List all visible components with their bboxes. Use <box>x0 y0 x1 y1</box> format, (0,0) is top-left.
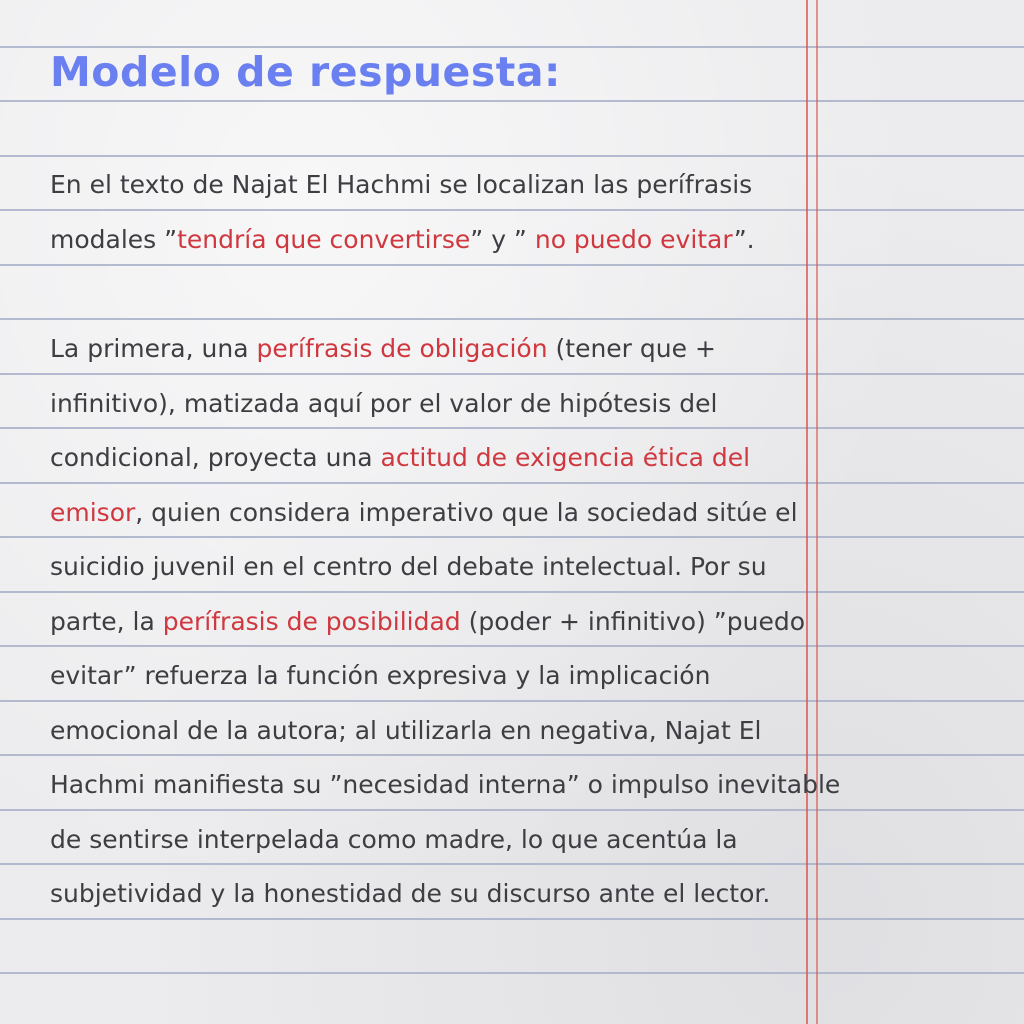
highlighted-phrase: perífrasis de obligación <box>256 334 548 363</box>
text-span: parte, la <box>50 606 163 636</box>
text-span: En el texto de Najat El Hachmi se localizan las perífrasis <box>50 170 753 199</box>
text-line <box>50 867 840 922</box>
text-span: (tener que + <box>547 334 716 363</box>
highlighted-phrase: tendría que convertirse <box>177 224 471 254</box>
highlighted-phrase: perífrasis de posibilidad <box>162 606 461 636</box>
text-span: infinitivo), matizada aquí por el valor de hipótesis del <box>50 388 718 418</box>
text-span: subjetividad y la honestidad de su discurso ante el lector. <box>50 879 771 908</box>
page-title: Modelo de respuesta: <box>50 48 561 96</box>
text-span: evitar” refuerza la función expresiva y la implicación <box>50 661 711 690</box>
text-line <box>50 540 840 595</box>
text-line <box>50 649 840 704</box>
ruled-line <box>0 100 1024 102</box>
text-line <box>50 377 840 432</box>
text-span: Hachmi manifiesta su ”necesidad interna” o impulso inevitable <box>50 770 841 799</box>
text-span: ” y ” <box>470 224 535 254</box>
text-line <box>50 431 840 486</box>
text-span: modales ” <box>50 224 178 254</box>
ruled-line <box>0 155 1024 157</box>
text-line <box>50 704 840 759</box>
text-line <box>50 813 840 868</box>
text-line <box>50 322 840 377</box>
text-line <box>50 758 840 813</box>
text-line <box>50 213 755 268</box>
text-span: suicidio juvenil en el centro del debate intelectual. Por su <box>50 552 767 581</box>
ruled-line <box>0 318 1024 320</box>
text-span: emocional de la autora; al utilizarla en negativa, Najat El <box>50 715 762 745</box>
text-line <box>50 158 755 213</box>
highlighted-phrase: actitud de exigencia ética del <box>380 443 751 472</box>
text-span: La primera, una <box>50 334 257 363</box>
paragraph-2 <box>50 322 840 922</box>
text-span: (poder + infinitivo) ”puedo <box>460 606 805 636</box>
text-line <box>50 486 840 541</box>
ruled-line <box>0 972 1024 974</box>
text-line <box>50 595 840 650</box>
paragraph-1 <box>50 158 755 267</box>
text-span: , quien considera imperativo que la sociedad sitúe el <box>135 497 798 527</box>
text-span: de sentirse interpelada como madre, lo que acentúa la <box>50 824 738 854</box>
text-span: ”. <box>733 224 755 254</box>
highlighted-phrase: emisor <box>50 497 136 527</box>
highlighted-phrase: no puedo evitar <box>534 224 734 254</box>
text-span: condicional, proyecta una <box>50 443 381 472</box>
